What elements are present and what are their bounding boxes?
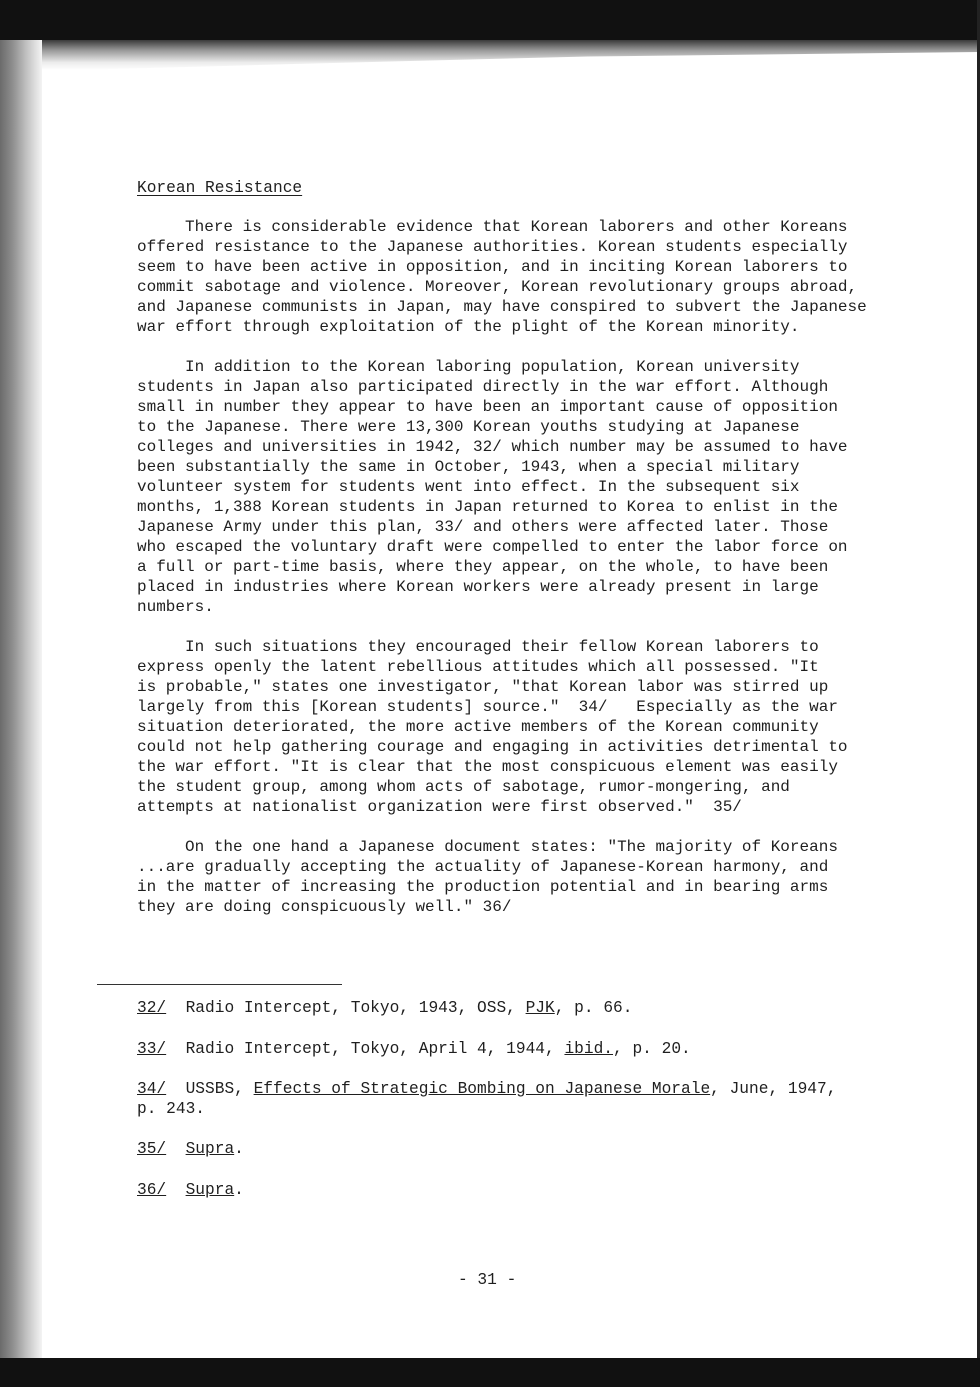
text-line: attempts at nationalist organization were first observed." 35/ — [137, 798, 742, 816]
text-line: months, 1,388 Korean students in Japan returned to Korea to enlist in the — [137, 498, 838, 516]
text-line: war effort through exploitation of the plight of the Korean minority. — [137, 318, 800, 336]
footnote-text: Radio Intercept, Tokyo, April 4, 1944, — [185, 1040, 565, 1058]
footnote-source: Effects of Strategic Bombing on Japanese Morale — [253, 1080, 711, 1098]
footnote-source: ibid. — [564, 1040, 614, 1058]
text-line: seem to have been active in opposition, and in inciting Korean laborers to — [137, 258, 848, 276]
footnote-32 — [137, 998, 632, 1018]
section-heading: Korean Resistance — [137, 179, 303, 197]
footnote-text: USSBS, — [185, 1080, 254, 1098]
text-line: ...are gradually accepting the actuality of Japanese-Korean harmony, and — [137, 858, 829, 876]
footnote-text: Radio Intercept, Tokyo, 1943, OSS, — [185, 999, 526, 1017]
footnote-number: 36/ — [137, 1181, 167, 1199]
footnote-34-cont — [137, 1099, 205, 1119]
text-line: a full or part-time basis, where they appear, on the whole, to have been — [137, 558, 829, 576]
text-line: could not help gathering courage and engaging in activities detrimental to — [137, 738, 848, 756]
footnote-number: 32/ — [137, 999, 167, 1017]
text-line: situation deteriorated, the more active members of the Korean community — [137, 718, 819, 736]
footnote-text: , June, 1947, — [710, 1080, 837, 1098]
text-line: There is considerable evidence that Korean laborers and other Koreans — [137, 218, 848, 236]
text-line: On the one hand a Japanese document states: "The majority of Koreans — [137, 838, 838, 856]
scan-binding-edge — [0, 40, 42, 1360]
footnote-text: p. 243. — [137, 1100, 205, 1118]
text-line: students in Japan also participated directly in the war effort. Although — [137, 378, 829, 396]
text-line: In such situations they encouraged their fellow Korean laborers to — [137, 638, 819, 656]
footnote-34 — [137, 1079, 836, 1099]
text-line: the student group, among whom acts of sabotage, rumor-mongering, and — [137, 778, 790, 796]
footnote-text: , p. 20. — [613, 1040, 691, 1058]
footnote-rule — [97, 984, 342, 985]
footnote-36 — [137, 1180, 244, 1200]
paragraph-2 — [137, 358, 897, 618]
footnote-source: PJK — [525, 999, 555, 1017]
text-line: largely from this [Korean students] source." 34/ Especially as the war — [137, 698, 838, 716]
footnote-text: , p. 66. — [554, 999, 633, 1017]
text-line: volunteer system for students went into effect. In the subsequent six — [137, 478, 800, 496]
text-line: in the matter of increasing the production potential and in bearing arms — [137, 878, 829, 896]
footnote-text: . — [234, 1181, 244, 1199]
text-line: numbers. — [137, 598, 214, 616]
text-line: who escaped the voluntary draft were compelled to enter the labor force on — [137, 538, 848, 556]
footnote-number: 35/ — [137, 1140, 167, 1158]
page-number: - 31 - — [458, 1271, 517, 1289]
text-line: and Japanese communists in Japan, may have conspired to subvert the Japanese — [137, 298, 867, 316]
text-line: placed in industries where Korean workers were already present in large — [137, 578, 819, 596]
footnote-source: Supra — [185, 1140, 235, 1158]
text-line: Japanese Army under this plan, 33/ and others were affected later. Those — [137, 518, 829, 536]
text-line: is probable," states one investigator, "that Korean labor was stirred up — [137, 678, 829, 696]
text-line: small in number they appear to have been an important cause of opposition — [137, 398, 838, 416]
text-line: express openly the latent rebellious attitudes which all possessed. "It — [137, 658, 819, 676]
text-line: offered resistance to the Japanese authorities. Korean students especially — [137, 238, 848, 256]
footnote-35 — [137, 1139, 244, 1159]
footnote-text: . — [234, 1140, 244, 1158]
text-line: to the Japanese. There were 13,300 Korean youths studying at Japanese — [137, 418, 800, 436]
text-line: colleges and universities in 1942, 32/ which number may be assumed to have — [137, 438, 848, 456]
text-line: they are doing conspicuously well." 36/ — [137, 898, 512, 916]
paragraph-3 — [137, 638, 897, 818]
footnote-number: 34/ — [137, 1080, 167, 1098]
text-line: been substantially the same in October, 1943, when a special military — [137, 458, 800, 476]
footnote-source: Supra — [185, 1181, 235, 1199]
footnote-number: 33/ — [137, 1040, 167, 1058]
text-line: commit sabotage and violence. Moreover, Korean revolutionary groups abroad, — [137, 278, 858, 296]
text-line: In addition to the Korean laboring population, Korean university — [137, 358, 800, 376]
scan-border-bottom — [0, 1358, 980, 1387]
footnote-33 — [137, 1039, 691, 1059]
scan-page-curl — [0, 40, 980, 70]
paragraph-1 — [137, 218, 897, 338]
text-line: the war effort. "It is clear that the most conspicuous element was easily — [137, 758, 838, 776]
paragraph-4 — [137, 838, 897, 918]
